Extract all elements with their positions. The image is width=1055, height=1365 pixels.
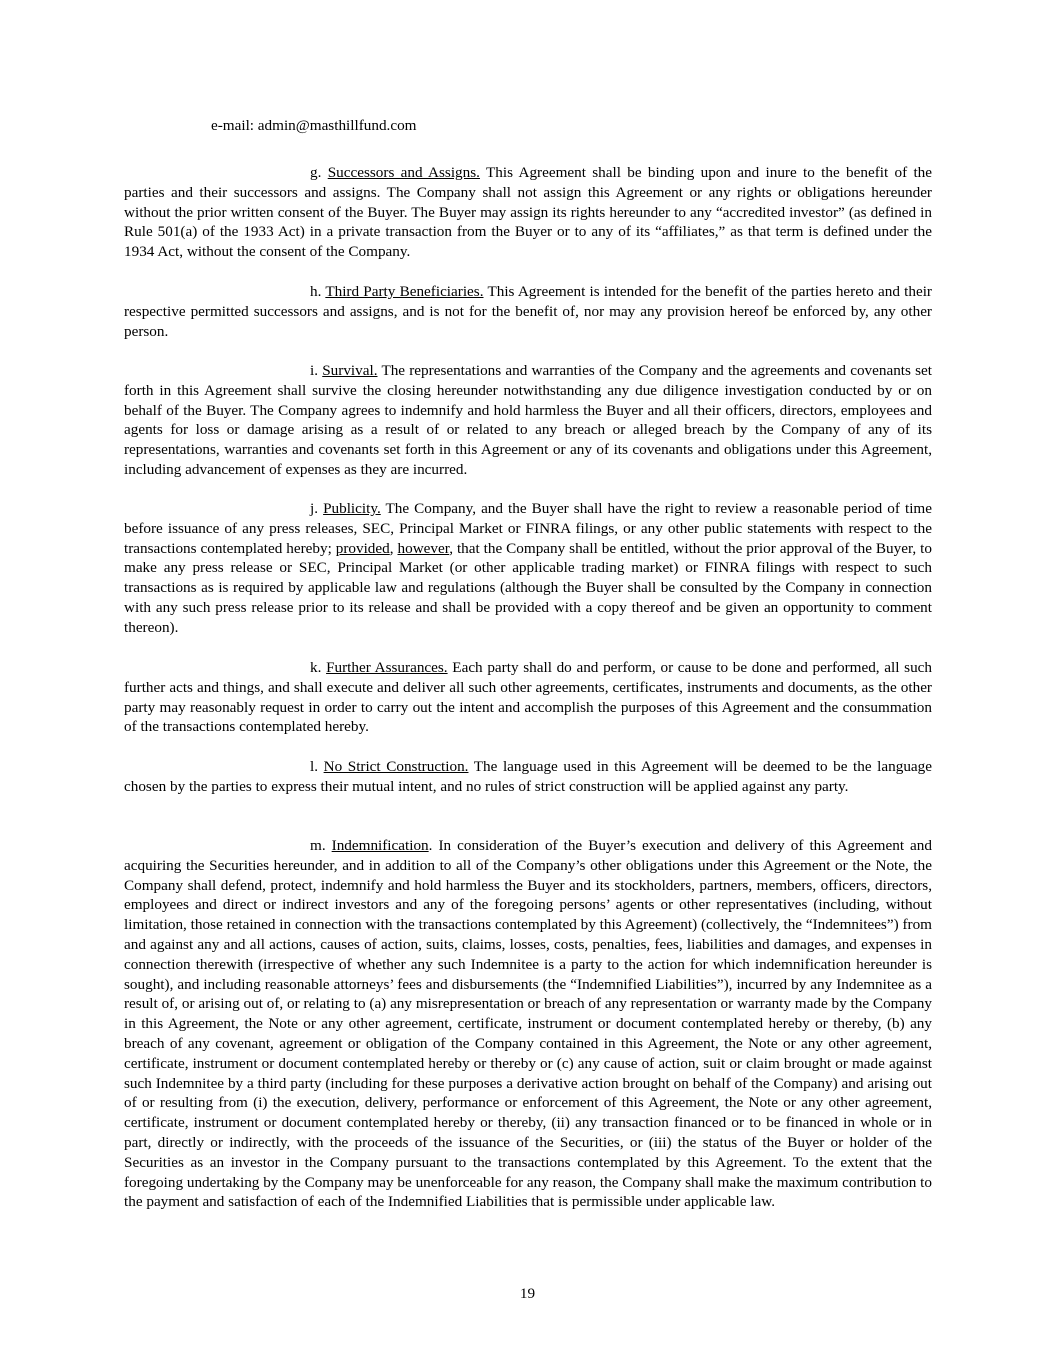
however-term: however xyxy=(397,539,450,557)
section-heading: Indemnification xyxy=(331,837,429,854)
section-letter: i. xyxy=(310,362,319,379)
section-k-further-assurances xyxy=(124,658,932,737)
section-heading: Successors and Assigns. xyxy=(327,164,480,181)
section-body-after: that the Company shall be entitled, without the prior approval of the Buyer, to make any press release or SEC, Principal Market (or other applicable trading market) or FINRA filings with respect to such transactions as is required by applicable law and regulations (although the Buyer shall be consulted by the Company in connection with any such press release prior to its release and shall be provided with a copy thereof and be given an opportunity to comment thereon). xyxy=(124,539,932,636)
section-body: Each party shall do and perform, or cause to be done and performed, all such further acts and things, and shall execute and deliver all such other agreements, certificates, instruments and documents, as the other party may reasonably request in order to carry out the intent and accomplish the purposes of this Agreement and the consummation of the transactions contemplated hereby. xyxy=(124,659,932,736)
section-body: This Agreement shall be binding upon and inure to the benefit of the parties and their successors and assigns. The Company shall not assign this Agreement or any rights or obligations hereunder without the prior written consent of the Buyer. The Buyer may assign its rights hereunder to any “accredited investor” (as defined in Rule 501(a) of the 1933 Act) in a private transaction from the Buyer or to any of its “affiliates,” as that term is defined under the 1934 Act, without the consent of the Company. xyxy=(124,164,933,261)
section-heading: Third Party Beneficiaries. xyxy=(325,283,484,300)
section-body-before: The Company, and the Buyer shall have the right to review a reasonable period of time before issuance of any press releases, SEC, Principal Market or FINRA filings, or any other public statements with respect to the transactions contemplated hereby; xyxy=(124,500,932,557)
section-heading: Publicity. xyxy=(323,500,381,517)
section-g-successors-and-assigns xyxy=(124,163,932,262)
section-l-no-strict-construction xyxy=(124,757,932,797)
email-line: e-mail: admin@masthillfund.com xyxy=(211,117,417,134)
section-i-survival xyxy=(124,361,932,480)
section-letter: h. xyxy=(310,283,322,300)
page-number: 19 xyxy=(519,1285,536,1302)
section-letter: l. xyxy=(310,758,319,775)
section-h-third-party-beneficiaries xyxy=(124,282,932,341)
section-body: . In consideration of the Buyer’s execution and delivery of this Agreement and acquiring the Securities hereunder, and in addition to all of the Company’s other obligations under this Agreement or the Note, the Company shall defend, protect, indemnify and hold harmless the Buyer and its stockholders, partners, members, officers, directors, employees and direct or indirect investors and any of the foregoing persons’ agents or other representatives (including, without limitation, those retained in connection with the transactions contemplated by this Agreement) (collectively, the “Indemnitees”) from and against any and all actions, causes of action, suits, claims, losses, costs, penalties, fees, liabilities and damages, and expenses in connection therewith (irrespective of whether any such Indemnitee is a party to the action for which indemnification hereunder is sought), and including reasonable attorneys’ fees and disbursements (the “Indemnified Liabilities”), incurred by any Indemnitee as a result of, or arising out of, or relating to (a) any misrepresentation or breach of any representation or warranty made by the Company in this Agreement, the Note or any other agreement, certificate, instrument or document contemplated hereby or thereby, (b) any breach of any covenant, agreement or obligation of the Company contained in this Agreement, the Note or any other agreement, certificate, instrument or document contemplated hereby or thereby or (c) any cause of action, suit or claim brought or made against such Indemnitee by a third party (including for these purposes a derivative action brought on behalf of the Company) and arising out of or resulting from (i) the execution, delivery, performance or enforcement of this Agreement, the Note or any other agreement, certificate, instrument or document contemplated hereby or thereby, (ii) any transaction financed or to be financed in whole or in part, directly or indirectly, with the proceeds of the issuance of the Securities, or (iii) the status of the Buyer or holder of the Securities as an investor in the Company pursuant to the transactions contemplated by this Agreement. To the extent that the foregoing undertaking by the Company may be unenforceable for any reason, the Company shall make the maximum contribution to the payment and satisfaction of each of the Indemnified Liabilities that is permissible under applicable law. xyxy=(124,837,932,1211)
section-body: The language used in this Agreement will be deemed to be the language chosen by the parties to express their mutual intent, and no rules of strict construction will be applied against any party. xyxy=(124,758,932,795)
provided-term: provided xyxy=(335,539,390,557)
section-heading: Further Assurances. xyxy=(326,659,448,676)
section-body: This Agreement is intended for the benefit of the parties hereto and their respective permitted successors and assigns, and is not for the benefit of, nor may any provision hereof be enforced by, any other person. xyxy=(124,283,932,340)
section-letter: k. xyxy=(310,659,322,676)
section-letter: m. xyxy=(310,837,326,854)
section-j-publicity: j. Publicity. The Company, and the Buyer shall have the right to review a reasonable period of time before issuance of any press releases, SEC, Principal Market or FINRA filings, or any other public statements with respect to the transactions contemplated hereby; provided, however, that the Company shall be entitled, without the prior approval of the Buyer, to make any press release or SEC, Principal Market (or other applicable trading market) or FINRA filings with respect to such transactions as is required by applicable law and regulations (although the Buyer shall be consulted by the Company in connection with any such press release prior to its release and shall be provided with a copy thereof and be given an opportunity to comment thereon). xyxy=(124,500,932,636)
section-heading: Survival. xyxy=(322,362,378,379)
section-heading: No Strict Construction. xyxy=(323,758,469,775)
section-letter: j. xyxy=(310,500,319,517)
section-letter: g. xyxy=(310,164,322,181)
section-body: The representations and warranties of the Company and the agreements and covenants set forth in this Agreement shall survive the closing hereunder notwithstanding any due diligence investigation conducted by or on behalf of the Buyer. The Company agrees to indemnify and hold harmless the Buyer and all their officers, directors, employees and agents for loss or damage arising as a result of or related to any breach or alleged breach by the Company of any of its representations, warranties and covenants set forth in this Agreement or any of its covenants and obligations under this Agreement, including advancement of expenses as they are incurred. xyxy=(124,362,932,478)
section-m-indemnification xyxy=(124,836,932,1212)
